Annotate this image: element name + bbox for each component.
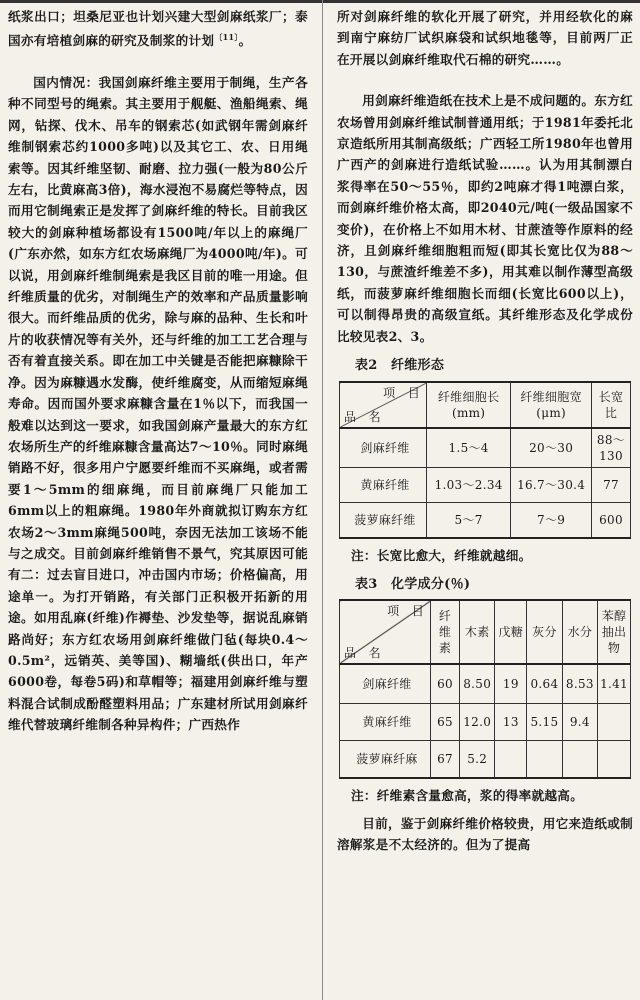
table-cell: 0.64 — [527, 664, 562, 704]
table-cell: 67 — [431, 741, 460, 779]
table-row — [340, 741, 631, 779]
table-row — [340, 704, 631, 741]
table-cell: 60 — [431, 664, 460, 704]
paragraph: 所对剑麻纤维的软化开展了研究，并用经软化的麻到南宁麻纺厂试织麻袋和试织地毯等，目前两厂正在开展以剑麻纤维取代石棉的研究……。 — [337, 9, 633, 67]
row-label: 黄麻纤维 — [340, 704, 431, 741]
table-cell — [598, 741, 631, 779]
column-header: 长宽比 — [592, 382, 631, 428]
table-cell: 9.4 — [562, 704, 597, 741]
table-cell: 8.53 — [562, 664, 597, 704]
row-label: 菠萝麻纤麻 — [340, 741, 431, 779]
table2-caption: 表2 纤维形态 — [355, 358, 445, 374]
table2-note: 注：长宽比愈大，纤维就越细。 — [351, 547, 532, 563]
column-header: 水分 — [562, 600, 597, 664]
table-cell: 600 — [592, 502, 631, 538]
table-cell: 5.2 — [460, 741, 495, 779]
table-cell: 88～130 — [592, 428, 631, 468]
column-header: 木素 — [460, 600, 495, 664]
paragraph — [8, 6, 308, 52]
column-header: 戊糖 — [495, 600, 527, 664]
table-cell: 1.5～4 — [427, 428, 511, 468]
table2 — [339, 381, 631, 539]
row-label: 剑麻纤维 — [340, 428, 427, 468]
column-divider — [322, 0, 323, 1000]
paragraph-end: 。 — [238, 33, 252, 49]
table3 — [339, 599, 631, 779]
right-column — [337, 6, 633, 856]
table-cell: 1.41 — [598, 664, 631, 704]
table-cell: 77 — [592, 467, 631, 502]
paragraph: 用剑麻纤维造纸在技术上是不成问题的。东方红农场曾用剑麻纤维试制普通用纸；于1981年委托北京造纸所用其制高级纸；广西轻工所1980年也曾用广西产的剑麻进行造纸试验……。认为用其制漂白浆得率在50～55％，即约2吨麻才得1吨漂白浆，而剑麻纤维价格太高，即2040元/吨(一级品国家不变价)，在价格上不如用木材、甘蔗渣等作原料的经济，且剑麻纤维细胞粗而短(即其长宽比仅为88～130，与蔗渣纤维差不多)，用其难以制作薄型高级纸，而菠萝麻纤维细胞长而细(长宽比600以上)，可以制得昂贵的高级宣纸。其纤维形态及化学成份比较见表2、3。 — [337, 93, 633, 344]
table-cell — [598, 704, 631, 741]
table-cell: 1.03～2.34 — [427, 467, 511, 502]
table-corner — [340, 382, 427, 428]
row-label: 剑麻纤维 — [340, 664, 431, 704]
table-cell: 7～9 — [511, 502, 592, 538]
table-cell — [527, 741, 562, 779]
corner-top-label: 项 目 — [387, 604, 424, 619]
table-cell: 8.50 — [460, 664, 495, 704]
row-label: 黄麻纤维 — [340, 467, 427, 502]
paragraph: 目前，鉴于剑麻纤维价格较贵，用它来造纸或制溶解浆是不太经济的。但为了提高 — [337, 815, 633, 853]
table-cell — [495, 741, 527, 779]
table-cell: 13 — [495, 704, 527, 741]
corner-bottom-label: 品 名 — [344, 409, 381, 424]
row-label: 菠萝麻纤维 — [340, 502, 427, 538]
table-row — [340, 467, 631, 502]
table-cell: 16.7～30.4 — [511, 467, 592, 502]
table-cell: 12.0 — [460, 704, 495, 741]
corner-bottom-label: 品 名 — [344, 646, 381, 661]
table-row — [340, 664, 631, 704]
column-header: 纤维素 — [431, 600, 460, 664]
paragraph-text: 纸浆出口；坦桑尼亚也计划兴建大型剑麻纸浆厂；泰国亦有培植剑麻的研究及制浆的计划 — [8, 9, 308, 49]
top-rule — [0, 0, 640, 3]
column-header: 灰分 — [527, 600, 562, 664]
table-corner — [340, 600, 431, 664]
table3-caption: 表3 化学成分(％) — [355, 576, 471, 592]
table-cell: 65 — [431, 704, 460, 741]
citation-ref: 〔11〕 — [214, 32, 239, 43]
table-cell — [562, 741, 597, 779]
table-row — [340, 428, 631, 468]
table-row — [340, 502, 631, 538]
table-cell: 20～30 — [511, 428, 592, 468]
column-header: 纤维细胞宽(μm) — [511, 382, 592, 428]
table-cell: 5～7 — [427, 502, 511, 538]
table-cell: 5.15 — [527, 704, 562, 741]
corner-top-label: 项 目 — [383, 385, 420, 400]
left-column — [8, 6, 308, 736]
table-cell: 19 — [495, 664, 527, 704]
table3-note: 注：纤维素含量愈高，浆的得率就越高。 — [351, 788, 584, 804]
column-header: 苯醇抽出物 — [598, 600, 631, 664]
column-header: 纤维细胞长(mm) — [427, 382, 511, 428]
paragraph: 国内情况：我国剑麻纤维主要用于制绳，生产各种不同型号的绳索。其主要用于舰艇、渔船绳索、绳网，钻探、伐木、吊车的钢索芯(如武钢年需剑麻纤维制钢索芯约1000多吨)以及其它工、农、日用绳索等。因其纤维坚韧、耐磨、拉力强(一般为80公斤左右，比黄麻高3倍)，海水浸泡不易腐烂等特点，因而用它制绳索正是发挥了剑麻纤维的特长。目前我区较大的剑麻种植场都设有1500吨/年以上的麻绳厂(广东亦然，如东方红农场麻绳厂为4000吨/年)。可以说，用剑麻纤维制绳索是我区目前的唯一用途。但纤维质量的优劣，对制绳生产的效率和产品质量影响很大。而纤维品质的优劣，除与麻的品种、生长和叶片的收获情况等有关外，还与纤维的加工工艺合理与否有着直接关系。即在加工中关键是否能把麻糠除干净。因为麻糠遇水发酶，使纤维腐变，从而缩短麻绳寿命。因而国外要求麻糠含量在1％以下，而我国一般难以达到这一要求，如我国剑麻产量最大的东方红农场所生产的纤维麻糠含量高达7～10％。同时麻绳销路不好，很多用户宁愿要纤维而不买麻绳，或者需要1～5mm的细麻绳，而目前麻绳厂只能加工6mm以上的粗麻绳。1980年外商就拟订购东方红农场2～3mm麻绳500吨，奈因无法加工该场不能与之成交。目前剑麻纤维销售不景气，究其原因可能有二：过去盲目进口，冲击国内市场；价格偏高，用途单一。为打开销路，有关部门正积极开拓新的用途。如用乱麻(纤维)作褥垫、沙发垫等，据说乱麻销路尚好；东方红农场用剑麻纤维做门毡(每块0.4～0.5m²，远销英、美等国)、糊墙纸(供出口，年产6000卷，每卷5码)和草帽等；福建用剑麻纤维与塑料混合试制成酚醛塑料用品；广东建材所试用剑麻纤维代替玻璃纤维制各种异构件；广西热作 — [8, 75, 308, 733]
